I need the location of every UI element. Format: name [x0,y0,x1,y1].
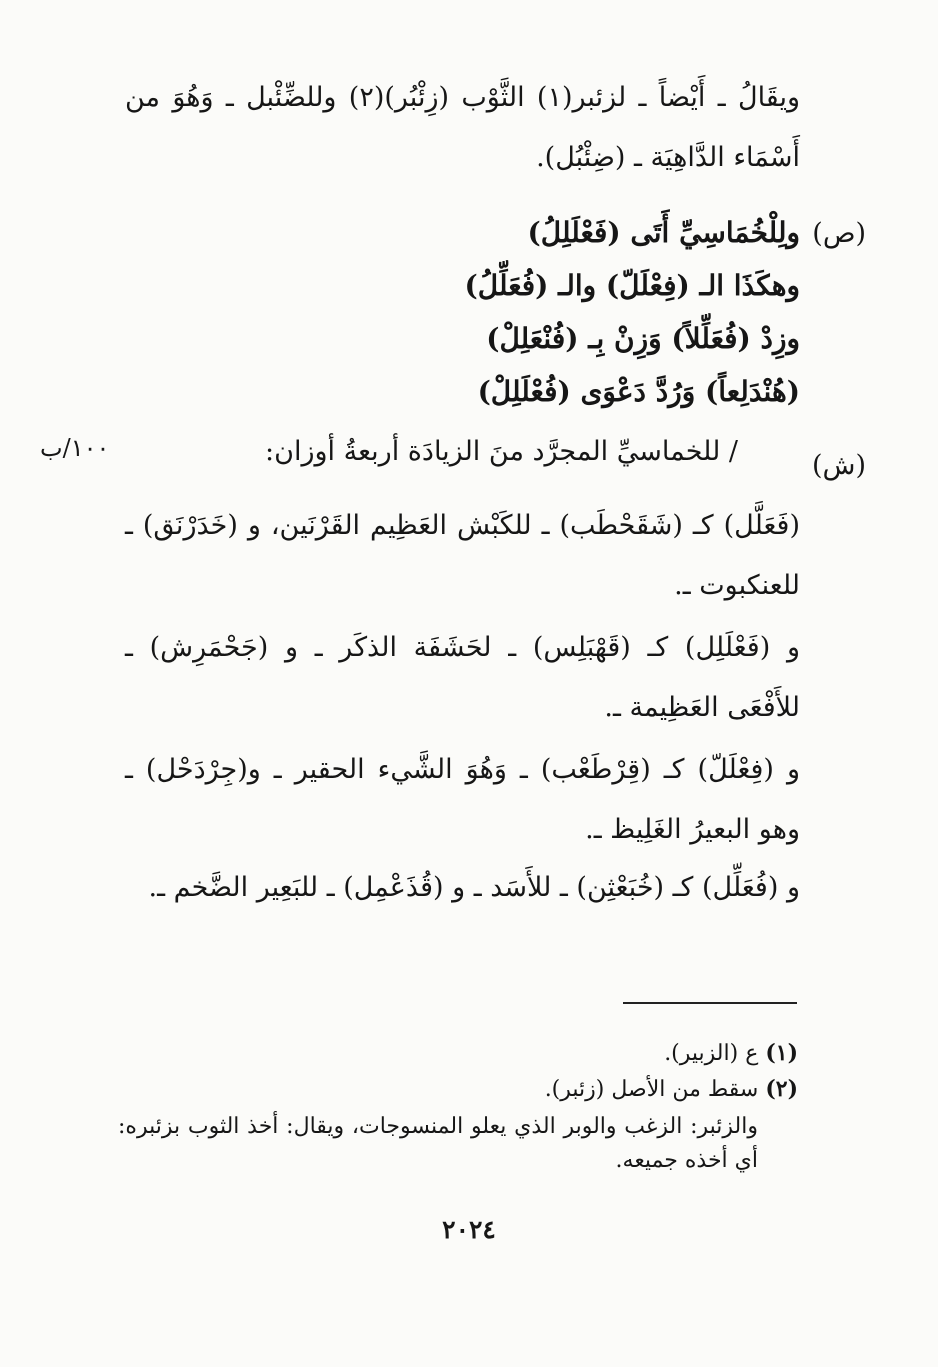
commentary-paragraph-3: و (فِعْلَلّ) كـ (قِرْطَعْب) ـ وَهُوَ الشَّيء الحقير ـ و(جِرْدَحْل) ـ وهو البعيرُ الغَلِيظ ـ. [125,754,800,845]
commentary-paragraph-2: و (فَعْلَلِل) كـ (قَهْبَلِس) ـ لحَشَفَة الذكَر ـ و (جَحْمَرِش) ـ للأَفْعَى العَظِيمة ـ. [125,632,800,723]
footnote-divider [623,1002,797,1004]
verse-tag: (ص) [812,218,866,249]
footnote-text: والزئبر: الزغب والوبر الذي يعلو المنسوجات، ويقال: أخذ الثوب بزئبره: أي أخذه جميعه. [118,1114,758,1173]
margin-folio-ref: ١٠٠/ب [40,434,110,462]
intro-paragraph: ويقَالُ ـ أَيْضاً ـ لزئبر(١) الثَّوْب (زِئْبُر)(٢) وللضِّئْبل ـ وَهُوَ من أَسْمَاء الدَّاهِيَة ـ (ضِئْبُل). [125,82,801,173]
verse-block [100,206,800,418]
footnote-text: سقط من الأصل (زئبر). [544,1077,759,1102]
verse-line-2: وهكَذَا الـ (فِعْلَلّ) والـ (فُعَلِّلُ) [464,269,800,302]
page-number: ٢٠٢٤ [442,1215,496,1244]
commentary-paragraph-1: (فَعَلَّل) كـ (شَقَحْطَب) ـ للكَبْش العَظِيم القَرْنَين، و (خَدَرْنَق) ـ للعنكبوت ـ. [125,510,800,601]
commentary-heading: / للخماسيِّ المجرَّد منَ الزيادَة أربعةُ أوزان: [265,436,738,467]
verse-line-1: ولِلْخُمَاسِيِّ أَتَى (فَعْلَلِلُ) [527,216,800,249]
footnote-text: ع (الزبير). [664,1041,759,1066]
verse-line-4: (هُنْدَلِعاً) وَرُدَّ دَعْوَى (فُعْلَلِلْ) [477,375,800,408]
footnote-number: (٢) [765,1076,798,1102]
footnote-2 [118,1072,798,1107]
verse-line-3: وزِدْ (فُعَلِّلاً) وَزِنْ بِـ (فُنْعَلِلْ) [486,322,800,355]
footnote-1 [118,1036,798,1071]
commentary-paragraph-4: و (فُعَلِّل) كـ (خُبَعْثِن) ـ للأَسَد ـ و (قُذَعْمِل) ـ للبَعِير الضَّخم ـ. [148,872,800,903]
footnote-number: (١) [765,1040,798,1066]
commentary-tag: (ش) [811,450,866,481]
footnote-2-explanation [118,1110,758,1178]
